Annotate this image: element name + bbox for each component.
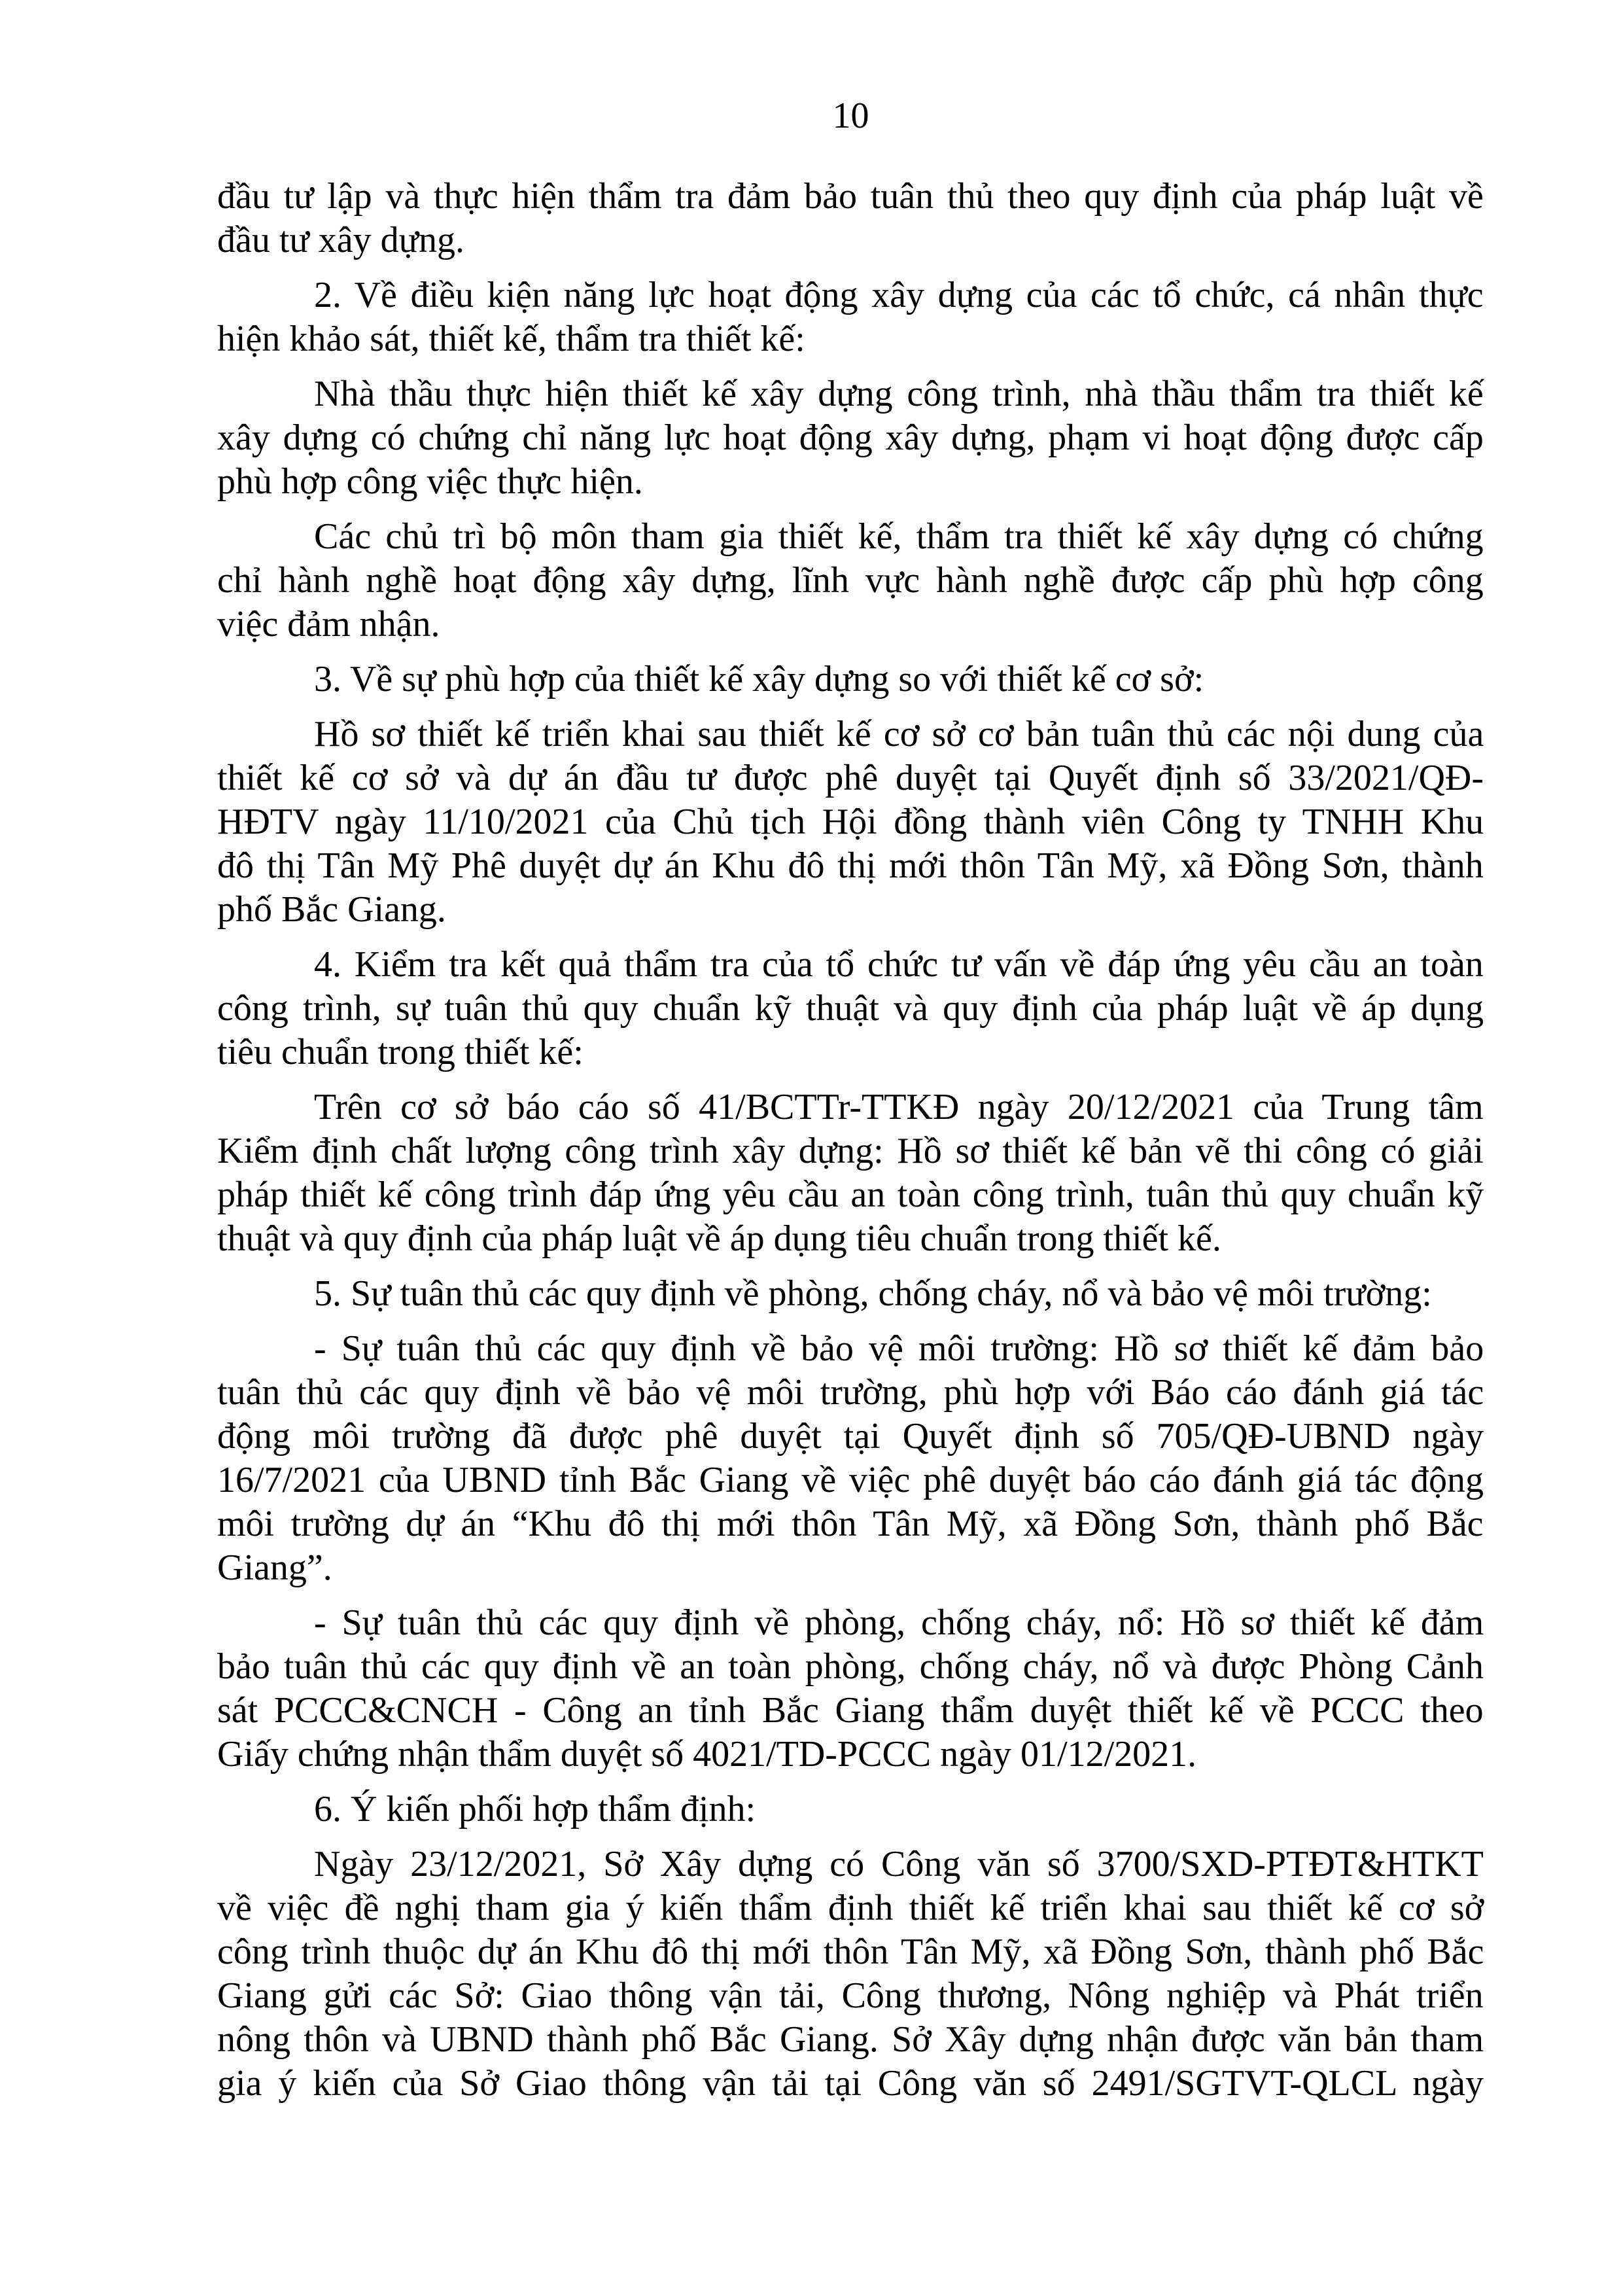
- text-line: đầu tư lập và thực hiện thẩm tra đảm bảo tuân thủ theo quy định của pháp luật về: [217, 176, 1484, 217]
- text-line: tiêu chuẩn trong thiết kế:: [217, 1032, 584, 1072]
- text-line: về việc đề nghị tham gia ý kiến thẩm định thiết kế triển khai sau thiết kế cơ sở: [217, 1888, 1484, 1928]
- text-line: thiết kế cơ sở và dự án đầu tư được phê duyệt tại Quyết định số 33/2021/QĐ-: [217, 758, 1484, 798]
- text-line: công trình thuộc dự án Khu đô thị mới thôn Tân Mỹ, xã Đồng Sơn, thành phố Bắc: [217, 1932, 1484, 1972]
- paragraph: [217, 1086, 1484, 1261]
- text-line: Kiểm định chất lượng công trình xây dựng: Hồ sơ thiết kế bản vẽ thi công có giải: [217, 1131, 1484, 1171]
- paragraph: [217, 1601, 1484, 1776]
- text-line: 5. Sự tuân thủ các quy định về phòng, chống cháy, nổ và bảo vệ môi trường:: [314, 1273, 1432, 1314]
- text-line: HĐTV ngày 11/10/2021 của Chủ tịch Hội đồng thành viên Công ty TNHH Khu: [217, 802, 1484, 842]
- page-number: 10: [832, 96, 869, 136]
- paragraph: [217, 372, 1484, 504]
- paragraph: [217, 1327, 1484, 1590]
- text-line: - Sự tuân thủ các quy định về bảo vệ môi trường: Hồ sơ thiết kế đảm bảo: [314, 1328, 1484, 1369]
- text-line: Hồ sơ thiết kế triển khai sau thiết kế cơ sở cơ bản tuân thủ các nội dung của: [314, 714, 1484, 754]
- text-line: xây dựng có chứng chỉ năng lực hoạt động xây dựng, phạm vi hoạt động được cấp: [217, 417, 1484, 458]
- text-line: phù hợp công việc thực hiện.: [217, 461, 643, 502]
- text-line: Giấy chứng nhận thẩm duyệt số 4021/TD-PCCC ngày 01/12/2021.: [217, 1734, 1197, 1775]
- paragraph: [217, 1788, 1484, 1831]
- text-line: Giang gửi các Sở: Giao thông vận tải, Công thương, Nông nghiệp và Phát triển: [217, 1975, 1484, 2016]
- paragraph: [217, 515, 1484, 646]
- paragraph: [217, 713, 1484, 932]
- text-line: đô thị Tân Mỹ Phê duyệt dự án Khu đô thị mới thôn Tân Mỹ, xã Đồng Sơn, thành: [217, 845, 1484, 886]
- paragraph: [217, 1272, 1484, 1316]
- paragraph: [217, 175, 1484, 262]
- text-line: sát PCCC&CNCH - Công an tỉnh Bắc Giang thẩm duyệt thiết kế về PCCC theo: [217, 1690, 1484, 1731]
- text-line: Trên cơ sở báo cáo số 41/BCTTr-TTKĐ ngày 20/12/2021 của Trung tâm: [314, 1087, 1484, 1127]
- text-line: bảo tuân thủ các quy định về an toàn phòng, chống cháy, nổ và được Phòng Cảnh: [217, 1646, 1484, 1687]
- paragraph: [217, 1843, 1484, 2106]
- text-line: Nhà thầu thực hiện thiết kế xây dựng công trình, nhà thầu thẩm tra thiết kế: [314, 374, 1484, 414]
- text-line: 2. Về điều kiện năng lực hoạt động xây dựng của các tổ chức, cá nhân thực: [314, 275, 1484, 315]
- text-line: pháp thiết kế công trình đáp ứng yêu cầu an toàn công trình, tuân thủ quy chuẩn kỹ: [217, 1174, 1484, 1215]
- text-line: đầu tư xây dựng.: [217, 220, 464, 260]
- text-line: 3. Về sự phù hợp của thiết kế xây dựng so với thiết kế cơ sở:: [314, 659, 1204, 699]
- document-body: [217, 175, 1484, 2106]
- text-line: gia ý kiến của Sở Giao thông vận tải tại Công văn số 2491/SGTVT-QLCL ngày: [217, 2063, 1484, 2104]
- text-line: môi trường dự án “Khu đô thị mới thôn Tân Mỹ, xã Đồng Sơn, thành phố Bắc: [217, 1504, 1484, 1544]
- text-line: phố Bắc Giang.: [217, 889, 446, 930]
- text-line: công trình, sự tuân thủ quy chuẩn kỹ thuật và quy định của pháp luật về áp dụng: [217, 988, 1484, 1029]
- paragraph: [217, 658, 1484, 701]
- text-line: việc đảm nhận.: [217, 604, 440, 645]
- text-line: Các chủ trì bộ môn tham gia thiết kế, thẩm tra thiết kế xây dựng có chứng: [314, 516, 1484, 557]
- text-line: tuân thủ các quy định về bảo vệ môi trường, phù hợp với Báo cáo đánh giá tác: [217, 1372, 1484, 1413]
- text-line: 4. Kiểm tra kết quả thẩm tra của tổ chức tư vấn về đáp ứng yêu cầu an toàn: [314, 944, 1484, 985]
- paragraph: [217, 943, 1484, 1074]
- text-line: nông thôn và UBND thành phố Bắc Giang. Sở Xây dựng nhận được văn bản tham: [217, 2019, 1484, 2060]
- text-line: 16/7/2021 của UBND tỉnh Bắc Giang về việc phê duyệt báo cáo đánh giá tác động: [217, 1460, 1484, 1500]
- text-line: 6. Ý kiến phối hợp thẩm định:: [314, 1789, 756, 1829]
- text-line: chỉ hành nghề hoạt động xây dựng, lĩnh vực hành nghề được cấp phù hợp công: [217, 560, 1484, 601]
- text-line: - Sự tuân thủ các quy định về phòng, chống cháy, nổ: Hồ sơ thiết kế đảm: [314, 1602, 1484, 1643]
- paragraph: [217, 274, 1484, 361]
- text-line: thuật và quy định của pháp luật về áp dụng tiêu chuẩn trong thiết kế.: [217, 1218, 1221, 1259]
- text-line: động môi trường đã được phê duyệt tại Quyết định số 705/QĐ-UBND ngày: [217, 1416, 1484, 1457]
- text-line: Giang”.: [217, 1547, 332, 1588]
- text-line: hiện khảo sát, thiết kế, thẩm tra thiết kế:: [217, 319, 805, 359]
- text-line: Ngày 23/12/2021, Sở Xây dựng có Công văn số 3700/SXD-PTĐT&HTKT: [314, 1844, 1484, 1884]
